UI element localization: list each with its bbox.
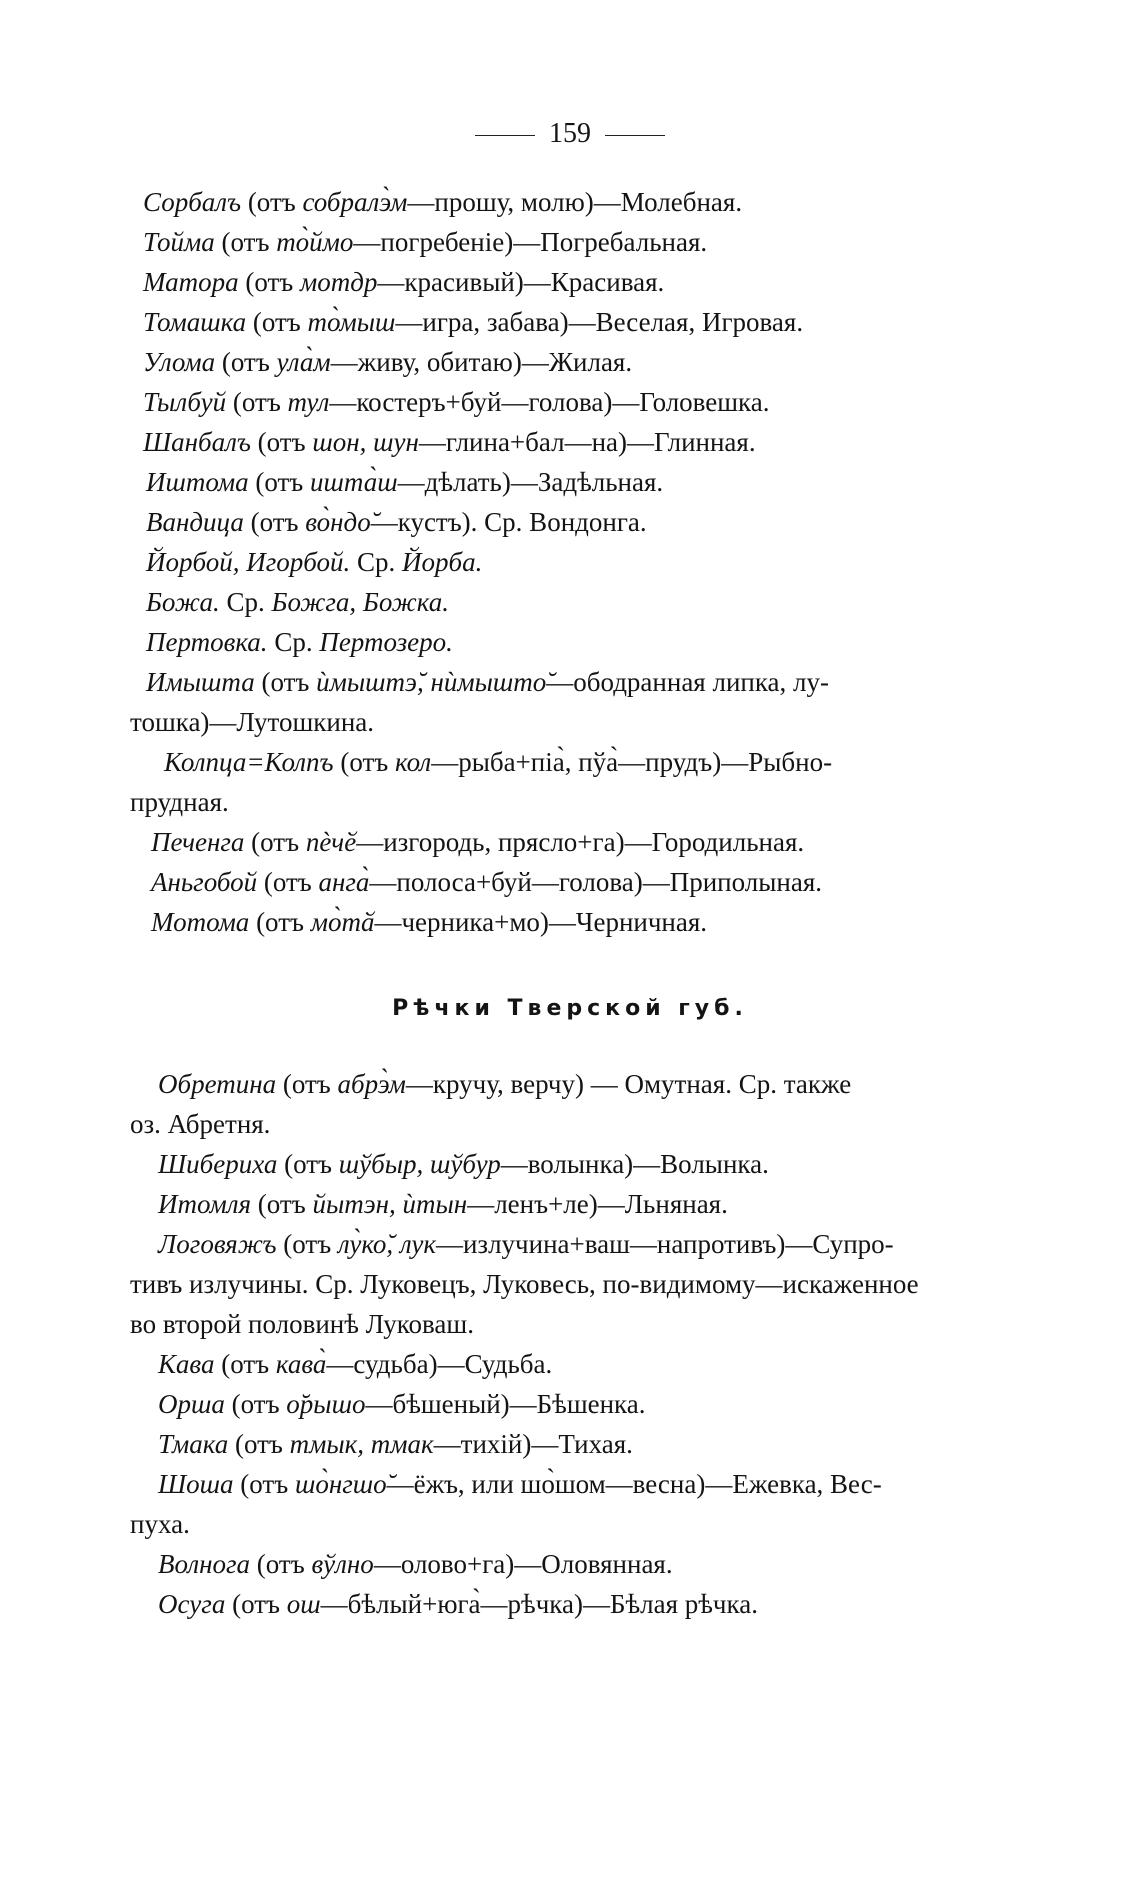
entry-shosha-line2: пуха. (130, 1509, 190, 1539)
entry-section1-5 (143, 382, 978, 422)
entry-tmaka: Тмака (отъ тмык, тмак—тихій)—Тихая. (158, 1429, 633, 1459)
entry-long-0-line1 (143, 662, 978, 702)
entry-headword: Божа. (146, 587, 220, 617)
entry-text: (отъ (249, 907, 311, 937)
entry-long-1-line1 (143, 742, 978, 782)
entry-headword: Тойма (143, 227, 215, 257)
entry-text: (отъ (244, 827, 306, 857)
entry-volnoga: Волнога (отъ вўлно—олово+га)—Оловянная. (158, 1549, 673, 1579)
entry-definition: —погребеніе)—Погребальная. (353, 227, 708, 257)
entry-text: (отъ (214, 227, 277, 257)
entry-source-word: Божга, Божка. (271, 587, 450, 617)
entry-headword: Вандица (146, 507, 244, 537)
page-number-dash-left (475, 135, 535, 136)
entry-section1-3 (143, 302, 978, 342)
entry-osuga: Осуга (отъ ош—бѣлый+юга̀—рѣчка)—Бѣлая рѣчка. (158, 1589, 758, 1619)
entry-section1_tail-0 (143, 822, 978, 862)
entry-headword: Пертовка. (146, 627, 268, 657)
entry-source-word: Йорба. (402, 547, 483, 577)
entry-itomlya: Итомля (отъ йытэн, ѝтын—ленъ+ле)—Льняная. (158, 1189, 728, 1219)
entry-shiberikha: Шибериха (отъ шўбыр, шўбур—волынка)—Волынка. (158, 1149, 769, 1179)
entry-source-word: кол (394, 747, 432, 777)
entry-text: (отъ (248, 467, 310, 497)
entry-section1_tail-2 (143, 902, 978, 942)
entry-text: (отъ (254, 667, 317, 697)
entry-section1-2 (143, 262, 978, 302)
entry-definition: —кустъ). Ср. Вондонга. (370, 507, 647, 537)
entry-source-word: во̀ндо̆ (305, 507, 371, 537)
section-one (130, 182, 978, 942)
entry-headword: Шанбалъ (143, 427, 251, 457)
section-heading: Рѣчки Тверской губ. (392, 996, 748, 1021)
entry-source-word: Пертозеро. (319, 627, 453, 657)
entry-headword: Тылбуй (143, 387, 227, 417)
entry-section1-4 (143, 342, 978, 382)
entry-definition: —рыба+піа̀, пўа̀—прудъ)—Рыбно- (431, 747, 833, 777)
entry-definition: —игра, забава)—Веселая, Игровая. (395, 307, 804, 337)
entry-shosha-line1: Шоша (отъ шо̀нгшо̆—ёжъ, или шо̀шом—весна)—Ежевка, Вес- (158, 1469, 882, 1499)
entry-definition: —глина+бал—на)—Глинная. (418, 427, 756, 457)
entry-section1-1 (143, 222, 978, 262)
entry-text: (отъ (333, 747, 395, 777)
entry-source-word: ѝмыштэ̆, нѝмышто̆ (316, 667, 547, 697)
entry-source-word: то̀ймо (276, 227, 354, 257)
entry-text: (отъ (243, 507, 306, 537)
entry-headword: Печенга (151, 827, 245, 857)
entry-long-0-line2: тошка)—Лутошкина. (130, 707, 375, 737)
entry-definition: —полоса+буй—голова)—Приполыная. (369, 867, 822, 897)
entry-text: (отъ (250, 427, 313, 457)
entry-text: (отъ (246, 307, 308, 337)
entry-logovyazh-line2: тивъ излучины. Ср. Луковецъ, Луковесь, по-видимому—искаженное (130, 1269, 919, 1299)
entry-text: Ср. (350, 547, 402, 577)
entry-kava: Кава (отъ кава̀—судьба)—Судьба. (158, 1349, 553, 1379)
entry-source-word: анга̀ (318, 867, 370, 897)
entry-definition: —красивый)—Красивая. (377, 267, 665, 297)
entry-section1-8 (143, 502, 978, 542)
entry-headword: Колпца=Колпъ (164, 747, 334, 777)
entry-text: Ср. (267, 627, 320, 657)
entry-section1-7 (143, 462, 978, 502)
entry-headword: Аньгобой (151, 867, 258, 897)
entry-definition: —прошу, молю)—Молебная. (407, 187, 743, 217)
entry-long-1-line2: прудная. (130, 787, 229, 817)
entry-definition: —изгородь, прясло+га)—Городильная. (356, 827, 805, 857)
entry-definition: —черника+мо)—Черничная. (374, 907, 708, 937)
entry-source-word: шон, шун (312, 427, 419, 457)
entry-logovyazh-line3: во второй половинѣ Луковаш. (130, 1309, 474, 1339)
page-number (0, 118, 1140, 150)
entry-headword: Сорбалъ (143, 187, 242, 217)
entry-text: (отъ (226, 387, 288, 417)
entry-text: Ср. (219, 587, 272, 617)
entry-section1-0 (143, 182, 978, 222)
entry-text: (отъ (238, 267, 301, 297)
entry-headword: Йорбой, Игорбой. (146, 547, 351, 577)
entry-headword: Иштома (146, 467, 249, 497)
entry-section1-9 (143, 542, 978, 582)
entry-section1-6 (143, 422, 978, 462)
page-number-dash-right (605, 135, 665, 136)
entry-source-word: ишта̀ш (310, 467, 398, 497)
entry-source-word: мо̀тӑ (310, 907, 375, 937)
entry-definition: —ободранная липка, лу- (546, 667, 829, 697)
entry-source-word: мотдр (300, 267, 378, 297)
page-number-value: 159 (549, 118, 591, 149)
entry-headword: Имышта (146, 667, 255, 697)
entry-logovyazh-line1: Логовяжъ (отъ лу̀ко̆, лук—излучина+ваш—напротивъ)—Супро- (158, 1229, 894, 1259)
entry-headword: Матора (143, 267, 239, 297)
entry-source-word: собралэ̀м (302, 187, 408, 217)
entry-orsha: Орша (отъ о̆рышо—бѣшеный)—Бѣшенка. (158, 1389, 646, 1419)
entry-definition: —живу, обитаю)—Жилая. (330, 347, 633, 377)
entry-definition: —костеръ+буй—голова)—Головешка. (329, 387, 770, 417)
entry-section1-11 (143, 622, 978, 662)
entry-headword: Томашка (143, 307, 247, 337)
entry-source-word: то̀мыш (307, 307, 396, 337)
entry-obretina-line2: оз. Абретня. (130, 1109, 271, 1139)
entry-obretina-line1: Обретина (отъ абрэ̀м—кручу, верчу) — Омутная. Ср. также (158, 1069, 852, 1099)
entry-section1_tail-1 (143, 862, 978, 902)
entry-text: (отъ (257, 867, 319, 897)
entry-headword: Мотома (151, 907, 250, 937)
entry-section1-10 (143, 582, 978, 622)
entry-text: (отъ (241, 187, 303, 217)
section-two (130, 1064, 978, 1624)
entry-source-word: ула̀м (276, 347, 331, 377)
entry-definition: —дѣлать)—Задѣльная. (397, 467, 664, 497)
entry-headword: Улома (143, 347, 216, 377)
entry-source-word: тул (287, 387, 330, 417)
entry-source-word: пѐчӗ (305, 827, 357, 857)
entry-text: (отъ (215, 347, 277, 377)
